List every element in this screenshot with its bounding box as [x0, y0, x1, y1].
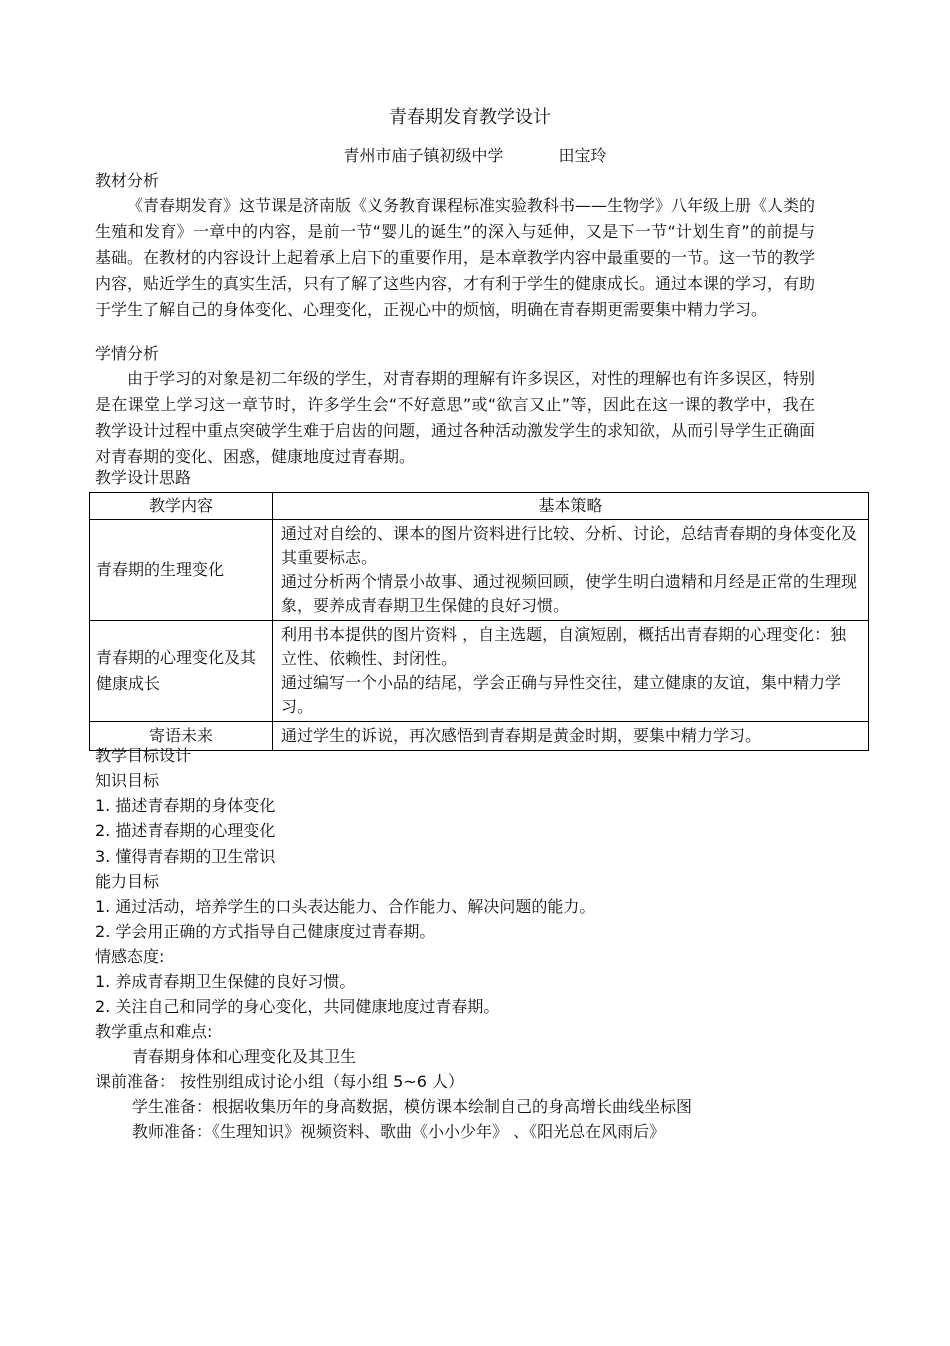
strategy-text: 通过学生的诉说，再次感悟到青春期是黄金时期，要集中精力学习。	[281, 726, 762, 745]
author-line	[0, 145, 950, 167]
preparation-line: 课前准备： 按性别组成讨论小组（每小组 5~6 人）	[95, 1072, 465, 1091]
strategy-text: 通过对自绘的、课本的图片资料进行比较、分析、讨论，总结青春期的身体变化及其重要标志。	[281, 524, 858, 567]
strategy-text: 通过编写一个小品的结尾，学会正确与异性交往，建立健康的友谊，集中精力学习。	[281, 673, 842, 716]
table-header-row	[90, 493, 869, 520]
school-name: 青州市庙子镇初级中学	[343, 146, 504, 165]
table-header-content: 教学内容	[90, 493, 273, 520]
table-cell-strategy	[273, 722, 869, 751]
student-preparation: 学生准备：根据收集历年的身高数据，模仿课本绘制自己的身高增长曲线坐标图	[132, 1097, 693, 1116]
table-row	[90, 621, 869, 722]
table-cell-content: 寄语未来	[90, 722, 273, 751]
knowledge-item: 1. 描述青春期的身体变化	[95, 796, 276, 815]
knowledge-item: 3. 懂得青春期的卫生常识	[95, 847, 276, 866]
emotion-item: 1. 养成青春期卫生保健的良好习惯。	[95, 972, 356, 991]
goals-heading: 教学目标设计	[95, 746, 192, 765]
knowledge-heading: 知识目标	[95, 771, 160, 790]
table-cell-content: 青春期的心理变化及其健康成长	[90, 621, 273, 722]
ability-heading: 能力目标	[95, 872, 160, 891]
table-cell-content: 青春期的生理变化	[90, 520, 273, 621]
material-heading: 教材分析	[95, 171, 160, 190]
strategy-text: 利用书本提供的图片资料 ，自主选题，自演短剧，概括出青春期的心理变化：独立性、依赖性、封闭性。	[281, 625, 847, 668]
design-table	[89, 492, 869, 751]
ability-item: 2. 学会用正确的方式指导自己健康度过青春期。	[95, 922, 436, 941]
table-row	[90, 520, 869, 621]
key-heading: 教学重点和难点:	[95, 1022, 213, 1041]
knowledge-item: 2. 描述青春期的心理变化	[95, 821, 276, 840]
table-cell-strategy	[273, 520, 869, 621]
strategy-text: 通过分析两个情景小故事、通过视频回顾，使学生明白遗精和月经是正常的生理现象，要养成青春期卫生保健的良好习惯。	[281, 572, 858, 615]
table-cell-strategy	[273, 621, 869, 722]
material-paragraph: 《青春期发育》这节课是济南版《义务教育课程标准实验教科书——生物学》八年级上册《人类的生殖和发育》一章中的内容，是前一节“婴儿的诞生”的深入与延伸，又是下一节“计划生育”的前提与基础。在教材的内容设计上起着承上启下的重要作用，是本章教学内容中最重要的一节。这一节的教学内容，贴近学生的真实生活，只有了解了这些内容，才有利于学生的健康成长。通过本课的学习，有助于学生了解自己的身体变化、心理变化，正视心中的烦恼，明确在青春期更需要集中精力学习。	[95, 196, 816, 319]
design-heading: 教学设计思路	[95, 468, 192, 487]
emotion-item: 2. 关注自己和同学的身心变化，共同健康地度过青春期。	[95, 997, 500, 1016]
ability-item: 1. 通过活动，培养学生的口头表达能力、合作能力、解决问题的能力。	[95, 897, 596, 916]
emotion-heading: 情感态度:	[95, 947, 165, 966]
student-paragraph: 由于学习的对象是初二年级的学生，对青春期的理解有许多误区，对性的理解也有许多误区，特别是在课堂上学习这一章节时，许多学生会“不好意思”或“欲言又止”等，因此在这一课的教学中，我在教学设计过程中重点突破学生难于启齿的问题，通过各种活动激发学生的求知欲，从而引导学生正确面对青春期的变化、困惑，健康地度过青春期。	[95, 369, 816, 466]
table-header-strategy: 基本策略	[273, 493, 869, 520]
key-text: 青春期身体和心理变化及其卫生	[132, 1047, 357, 1066]
document-title: 青春期发育教学设计	[389, 107, 551, 128]
table-row	[90, 722, 869, 751]
author-name: 田宝玲	[558, 146, 607, 165]
student-heading: 学情分析	[95, 344, 160, 363]
teacher-preparation: 教师准备：《生理知识》视频资料、歌曲《小小少年》 、《阳光总在风雨后》	[132, 1122, 666, 1141]
